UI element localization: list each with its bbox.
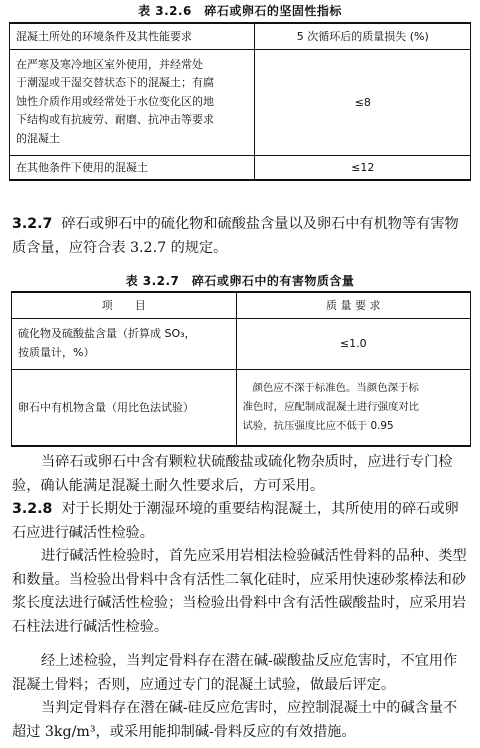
table-3-2-6-caption: 表 3.2.6 碎石或卵石的坚固性指标 <box>138 4 342 18</box>
cell-line: 按质量计，%） <box>18 345 95 359</box>
cell-line: 试验，抗压强度比应不低于 0.95 <box>242 419 394 432</box>
cell-line: 在其他条件下使用的混凝土 <box>16 161 148 175</box>
clause-text: 对于长期处于潮湿环境的重要结构混凝土，其所使用的碎石或卵石应进行碱活性检验。 <box>12 501 459 541</box>
cell-line: 下结构或有抗疲劳、耐磨、抗冲击等要求 <box>16 113 214 127</box>
header-cell: 5 次循环后的质量损失 (%) <box>255 23 471 49</box>
paragraph: 进行碱活性检验时，首先应采用岩相法检验碱活性骨料的品种、类型和数量。当检验出骨料中含有活性二氧化硅时，应采用快速砂浆棒法和砂浆长度法进行碱活性检验；当检验出骨料中含有活性碳酸盐时，应采用岩石柱法进行碱活性检验。 <box>12 548 467 635</box>
condition-cell <box>10 49 255 155</box>
cell-line: 于潮湿或干湿交替状态下的混凝土；有腐 <box>16 76 214 90</box>
cell-line: 的混凝土 <box>16 131 60 145</box>
table-3-2-7 <box>11 291 471 447</box>
cell-line: 准色时，应配制成混凝土进行强度对比 <box>242 400 420 413</box>
cell-line: 卵石中有机物含量（用比色法试验） <box>18 401 194 415</box>
table-3-2-6 <box>9 22 471 181</box>
table-3-2-7-caption: 表 3.2.7 碎石或卵石中的有害物质含量 <box>125 274 355 288</box>
cell-line: 颜色应不深于标准色。当颜色深于标 <box>252 382 419 395</box>
paragraph: 经上述检验，当判定骨料存在潜在碱-碳酸盐反应危害时，不宜用作混凝土骨料；否则，应通过专门的混凝土试验，做最后评定。 <box>12 653 458 693</box>
item-cell <box>12 369 237 446</box>
requirement-cell <box>236 318 470 369</box>
cell-line: 在严寒及寒冷地区室外使用，并经常处 <box>16 57 203 71</box>
table-row <box>10 49 471 155</box>
value-cell: ≤12 <box>255 155 471 180</box>
clause-3-2-7 <box>12 213 470 260</box>
paragraph: 当判定骨料存在潜在碱-硅反应危害时，应控制混凝土中的碱含量不超过 3kg/m³，或采用能抑制碱-骨料反应的有效措施。 <box>12 700 458 740</box>
clause-3-2-8 <box>12 498 470 545</box>
cell-line: 硫化物及硫酸盐含量（折算成 SO₃， <box>18 326 196 340</box>
clause-text: 碎石或卵石中的硫化物和硫酸盐含量以及卵石中有机物等有害物质含量，应符合表 3.2.7 的规定。 <box>12 216 459 256</box>
cell-line: ≤1.0 <box>339 337 367 350</box>
table-row <box>10 155 471 180</box>
table-header-row <box>10 23 471 49</box>
header-cell: 质 量 要 求 <box>236 292 470 318</box>
header-cell: 混凝土所处的环境条件及其性能要求 <box>10 23 255 49</box>
table-row <box>12 369 471 446</box>
paragraph: 当碎石或卵石中含有颗粒状硫酸盐或硫化物杂质时，应进行专门检验，确认能满足混凝土耐久性要求后，方可采用。 <box>12 454 453 494</box>
cell-line: 蚀性介质作用或经常处于水位变化区的地 <box>16 94 214 108</box>
item-cell <box>12 318 237 369</box>
clause-number: 3.2.7 <box>12 216 53 232</box>
condition-cell <box>10 155 255 180</box>
clause-number: 3.2.8 <box>12 501 53 517</box>
header-cell: 项 目 <box>12 292 237 318</box>
value-cell: ≤8 <box>255 49 471 155</box>
table-row <box>12 318 471 369</box>
table-header-row <box>12 292 471 318</box>
requirement-cell <box>236 369 470 446</box>
